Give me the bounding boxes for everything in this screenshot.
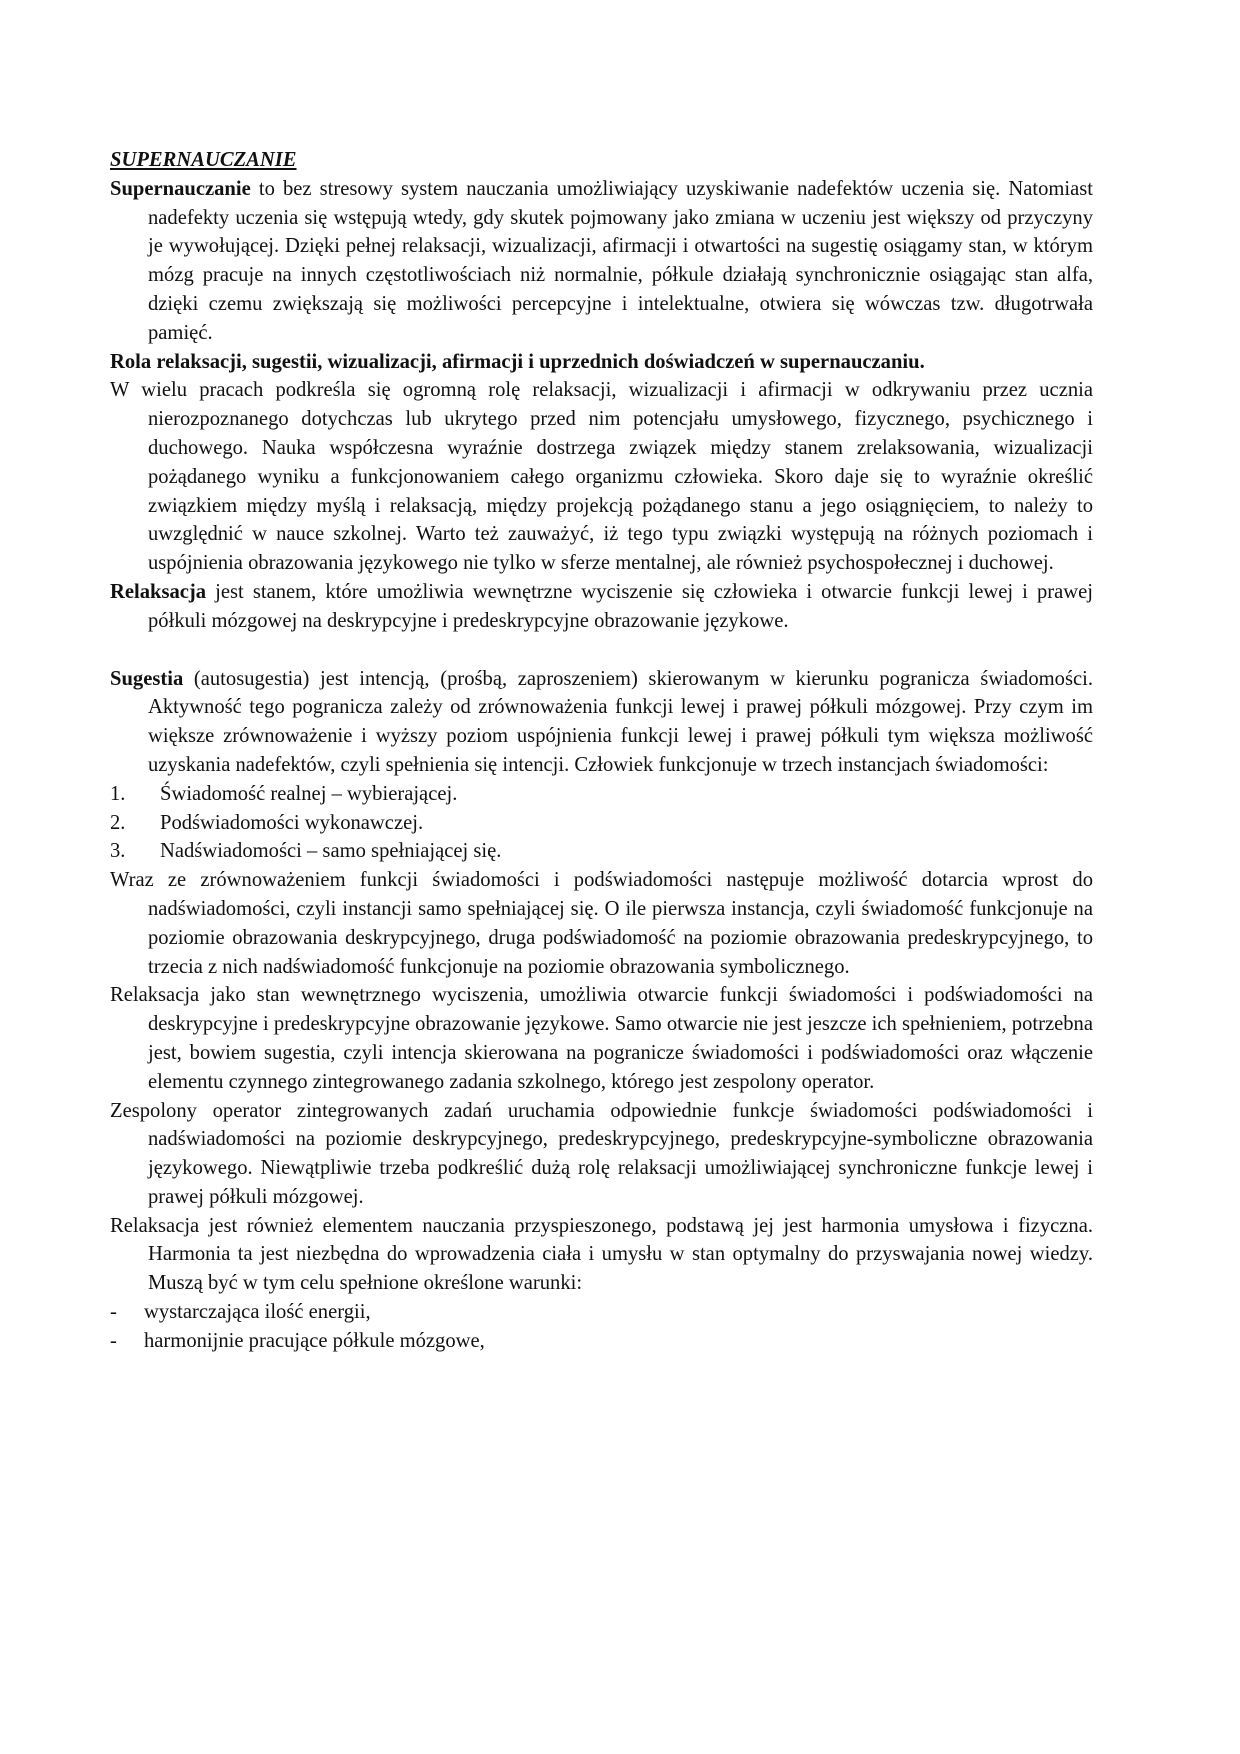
list-number: 1. — [110, 782, 126, 805]
list-item-text: Świadomość realnej – wybierającej. — [160, 782, 458, 805]
paragraph-rola-relaksacji: W wielu pracach podkreśla się ogromną rolę relaksacji, wizualizacji i afirmacji w odkrywaniu przez ucznia nierozpoznanego dotychczas lub ukrytego przed nim potencjału umysłowego, fizycznego, psychicznego i duchowego. Nauka współczesna wyraźnie dostrzega związek między stanem zrelaksowania, wizualizacji pożądanego wyniku a funkcjonowaniem całego organizmu człowieka. Skoro daje się to wyraźnie określić związkiem między myślą i relaksacją, między projekcją pożądanego stanu a jego osiągnięciem, to należy to uwzględnić w nauce szkolnej. Warto też zauważyć, iż tego typu związki występują na różnych poziomach i uspójnienia obrazowania językowego nie tylko w sferze mentalnej, ale również psychospołecznej i duchowej. — [110, 379, 1093, 575]
list-item — [110, 1298, 1093, 1327]
paragraph-supernauczanie — [110, 175, 1093, 348]
term-relaksacja: Relaksacja — [110, 580, 207, 603]
term-supernauczanie: Supernauczanie — [110, 177, 251, 200]
document-title: SUPERNAUCZANIE — [110, 149, 297, 171]
paragraph-zespolony-operator: Zespolony operator zintegrowanych zadań uruchamia odpowiednie funkcje świadomości podświadomości i nadświadomości na poziomie deskrypcyjnego, predeskrypcyjnego, predeskrypcyjne-symboliczne obrazowania językowego. Niewątpliwie trzeba podkreślić dużą rolę relaksacji umożliwiającej synchroniczne funkcje lewej i prawej półkuli mózgowej. — [110, 1099, 1093, 1208]
list-item — [110, 780, 1093, 809]
numbered-list-instancje — [110, 780, 1093, 866]
paragraph-relaksacja-nauczanie: Relaksacja jest również elementem nauczania przyspieszonego, podstawą jej jest harmonia umysłowa i fizyczna. Harmonia ta jest niezbędna do wprowadzenia ciała i umysłu w stan optymalny do przyswajania nowej wiedzy. Muszą być w tym celu spełnione określone warunki: — [110, 1214, 1093, 1295]
list-item-text: wystarczająca ilość energii, — [144, 1301, 371, 1324]
list-item — [110, 1327, 1093, 1356]
list-number: 2. — [110, 811, 126, 834]
document-page — [110, 146, 1093, 1356]
paragraph-text: to bez stresowy system nauczania umożliwiający uzyskiwanie nadefektów uczenia się. Natomiast nadefekty uczenia się wstępują wtedy, gdy skutek pojmowany jako zmiana w uczeniu jest większy od przyczyny je wywołującej. Dzięki pełnej relaksacji, wizualizacji, afirmacji i otwartości na sugestię osiągamy stan, w którym mózg pracuje na innych częstotliwościach niż normalnie, półkule działają synchronicznie osiągając stan alfa, dzięki czemu zwiększają się możliwości percepcyjne i intelektualne, otwiera się wówczas tzw. długotrwała pamięć. — [148, 177, 1093, 344]
blank-line — [110, 636, 1093, 665]
list-item-text: Podświadomości wykonawczej. — [160, 811, 424, 834]
list-item-text: Nadświadomości – samo spełniającej się. — [160, 840, 502, 863]
term-sugestia: Sugestia — [110, 667, 184, 690]
dash-list-warunki — [110, 1298, 1093, 1356]
paragraph-relaksacja — [110, 578, 1093, 636]
paragraph-wraz-ze: Wraz ze zrównoważeniem funkcji świadomości i podświadomości następuje możliwość dotarcia wprost do nadświadomości, czyli instancji samo spełniającej się. O ile pierwsza instancja, czyli świadomość funkcjonuje na poziomie obrazowania deskrypcyjnego, druga podświadomość na poziomie obrazowania predeskrypcyjnego, to trzecia z nich nadświadomość funkcjonuje na poziomie obrazowania symbolicznego. — [110, 869, 1093, 978]
section-heading-rola: Rola relaksacji, sugestii, wizualizacji, afirmacji i uprzednich doświadczeń w supernauczaniu. — [110, 350, 925, 373]
list-item-text: harmonijnie pracujące półkule mózgowe, — [144, 1329, 485, 1352]
list-dash: - — [110, 1301, 117, 1324]
paragraph-text: (autosugestia) jest intencją, (prośbą, zaproszeniem) skierowanym w kierunku pogranicza świadomości. Aktywność tego pogranicza zależy od zrównoważenia funkcji lewej i prawej półkuli mózgowej. Przy czym im większe zrównoważenie i wyższy poziom uspójnienia funkcji lewej i prawej półkuli tym większa możliwość uzyskania nadefektów, czyli spełnienia się intencji. Człowiek funkcjonuje w trzech instancjach świadomości: — [148, 667, 1093, 776]
paragraph-text: jest stanem, które umożliwia wewnętrzne wyciszenie się człowieka i otwarcie funkcji lewej i prawej półkuli mózgowej na deskrypcyjne i predeskrypcyjne obrazowanie językowe. — [148, 580, 1093, 632]
list-number: 3. — [110, 840, 126, 863]
list-item — [110, 809, 1093, 838]
list-item — [110, 837, 1093, 866]
list-dash: - — [110, 1329, 117, 1352]
paragraph-relaksacja-jako-stan: Relaksacja jako stan wewnętrznego wyciszenia, umożliwia otwarcie funkcji świadomości i podświadomości na deskrypcyjne i predeskrypcyjne obrazowanie językowe. Samo otwarcie nie jest jeszcze ich spełnieniem, potrzebna jest, bowiem sugestia, czyli intencja skierowana na pogranicze świadomości i podświadomości oraz włączenie elementu czynnego zintegrowanego zadania szkolnego, którego jest zespolony operator. — [110, 984, 1093, 1093]
paragraph-sugestia — [110, 665, 1093, 780]
